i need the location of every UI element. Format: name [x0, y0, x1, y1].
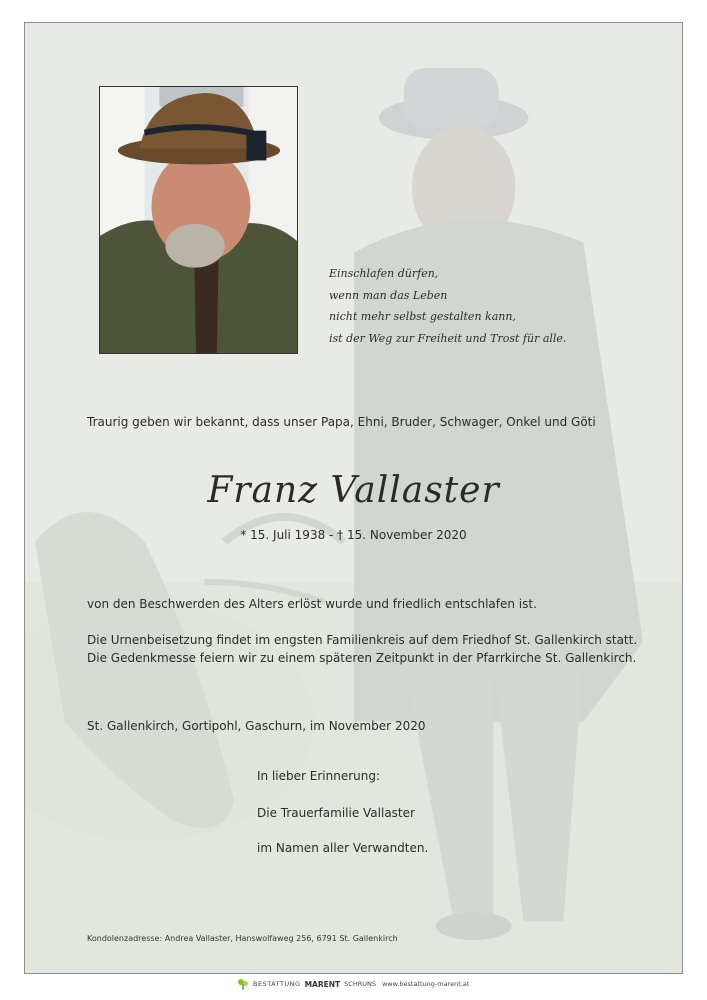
condolence-address: Kondolenzadresse: Andrea Vallaster, Hanswolfaweg 256, 6791 St. Gallenkirch	[87, 934, 398, 943]
footer-word-bestattung: BESTATTUNG	[253, 980, 301, 988]
footer-word-marent: MARENT	[304, 979, 341, 989]
portrait-photo	[99, 86, 298, 354]
poem-line: ist der Weg zur Freiheit und Trost für alle.	[329, 331, 567, 345]
poem-line: Einschlafen dürfen,	[329, 267, 439, 280]
funeral-home-logo-icon	[237, 978, 249, 990]
signature-line-1: In lieber Erinnerung:	[257, 769, 381, 783]
poem-line: nicht mehr selbst gestalten kann,	[329, 310, 516, 323]
signature-line-3: im Namen aller Verwandten.	[257, 841, 429, 855]
deceased-name: Franz Vallaster	[207, 470, 500, 511]
footer	[237, 976, 469, 992]
footer-url[interactable]: www.bestattung-marent.at	[381, 980, 470, 988]
memorial-mass-info: Die Gedenkmesse feiern wir zu einem späteren Zeitpunkt in der Pfarrkirche St. Gallenkirch.	[87, 651, 637, 665]
poem	[329, 263, 589, 349]
footer-word-schruns: SCHRUNS	[344, 980, 376, 988]
signature-line-2: Die Trauerfamilie Vallaster	[257, 806, 415, 820]
life-dates: * 15. Juli 1938 - † 15. November 2020	[240, 528, 467, 542]
place-date: St. Gallenkirch, Gortipohl, Gaschurn, im November 2020	[87, 719, 426, 733]
poem-line: wenn man das Leben	[329, 288, 448, 302]
body-text-2	[87, 631, 637, 667]
burial-info: Die Urnenbeisetzung findet im engsten Familienkreis auf dem Friedhof St. Gallenkirch statt.	[87, 633, 638, 647]
intro-text: Traurig geben wir bekannt, dass unser Papa, Ehni, Bruder, Schwager, Onkel und Göti	[87, 415, 596, 429]
body-text-1: von den Beschwerden des Alters erlöst wurde und friedlich entschlafen ist.	[87, 597, 537, 611]
